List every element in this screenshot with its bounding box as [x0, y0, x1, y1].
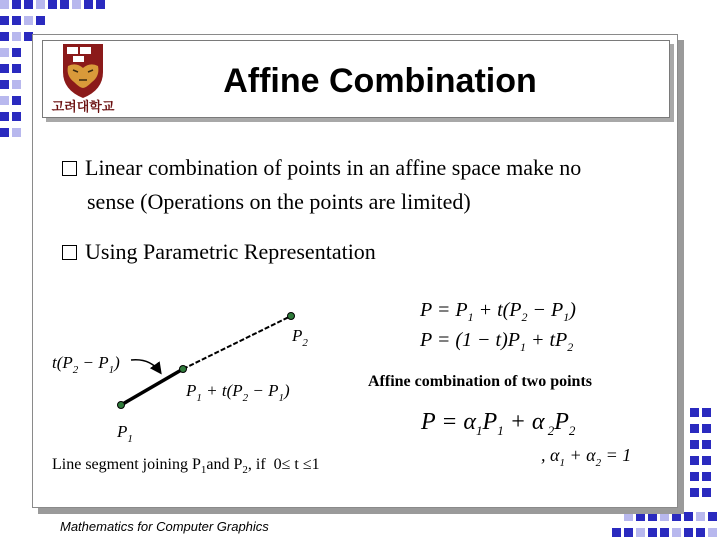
label-p1: $P_1$: [117, 422, 133, 445]
label-point: $P_1 + t(P_2 - P_1)$: [186, 381, 290, 404]
point-p2: [288, 313, 295, 320]
label-vector: $t(P_2 - P_1)$: [52, 353, 120, 376]
segment-solid-line: [121, 369, 183, 405]
slide-title: Affine Combination: [223, 62, 537, 100]
bullet-1-line1: Linear combination of points in an affine space make no: [85, 155, 582, 180]
equation-2: $P = (1 - t)P_1 + tP_2$: [420, 329, 574, 354]
affine-caption: Affine combination of two points: [368, 373, 593, 390]
bullet-2-line1: Using Parametric Representation: [85, 239, 376, 264]
footer-text: Mathematics for Computer Graphics: [60, 519, 269, 534]
equation-3: $P = \alpha_1P_1 + \alpha$ $_2P_2$: [421, 409, 576, 438]
point-p: [180, 366, 187, 373]
logo-text: 고려대학교: [51, 99, 115, 114]
segment-dashed-line: [183, 316, 291, 369]
equation-4: , $\alpha_1 + \alpha_2 = 1$: [541, 445, 632, 469]
bullet-1-line2: sense (Operations on the points are limited): [87, 189, 471, 214]
figure-caption: Line segment joining $P_1and$ $P_2$, if 0≤ t ≤1: [52, 456, 320, 477]
point-p1: [118, 402, 125, 409]
arrow-icon: [131, 360, 160, 372]
label-p2: $P_2$: [292, 326, 308, 349]
equation-1: $P = P_1 + t(P_2 - P_1)$: [420, 299, 576, 324]
